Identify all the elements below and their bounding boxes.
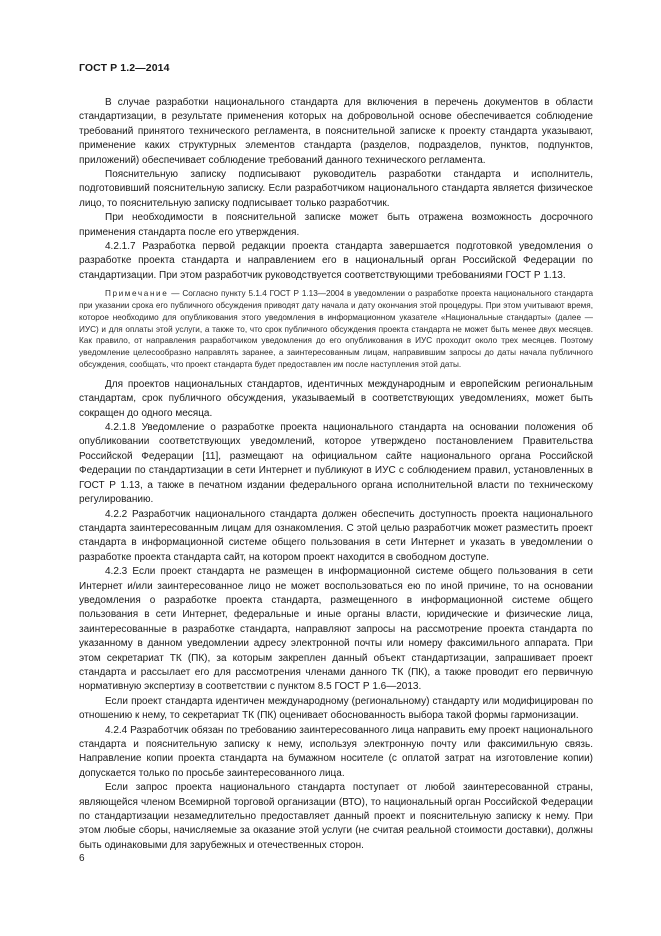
document-body (79, 96, 593, 853)
clause-4-2-3: 4.2.3 Если проект стандарта не размещен в информационной системе общего пользования в сети Интернет и/или заинтересованное лицо не может воспользоваться ею по иной причине, то на основании уведомления о разработке проекта стандарта, размещенного в информационной системе общего пользования в сети Интернет, федеральные и иные органы власти, юридические и физические лица, заинтересованные в разработке стандарта, направляют запросы на рассмотрение проекта стандарта по указанному в данном уведомлении адресу электронной почты или номеру факсимильного аппарата. При этом секретариат ТК (ПК), за которым закреплен данный объект стандартизации, запрашивает проект стандарта и рассылает его для рассмотрения членами данного ТК (ПК), а также проводит его первичную нормативную экспертизу в соответствии с пунктом 8.5 ГОСТ Р 1.6—2013. (79, 566, 593, 693)
note (79, 288, 593, 371)
clause-4-2-2: 4.2.2 Разработчик национального стандарта должен обеспечить доступность проекта национального стандарта заинтересованным лицам для ознакомления. С этой целью разработчик может разместить проект стандарта в информационной системе общего пользования в сети Интернет и указать в уведомлении о разработке проекта стандарта сайт, на котором проект находится в свободном доступе. (79, 508, 593, 563)
note-label: Примечание (105, 289, 169, 299)
document-header-code: ГОСТ Р 1.2—2014 (79, 62, 170, 74)
paragraph: Пояснительную записку подписывают руководитель разработки стандарта и исполнитель, подготовивший пояснительную записку. Если разработчиком национального стандарта является физическое лицо, то пояснительную записку подписывает только разработчик. (79, 169, 593, 209)
clause-4-2-1-8: 4.2.1.8 Уведомление о разработке проекта национального стандарта на основании положения об опубликовании соответствующих уведомлений, которое утверждено постановлением Правительства Российской Федерации [11], размещают на официальном сайте национального органа Российской Федерации по стандартизации в сети Интернет и публикуют в ИУС с соблюдением правил, установленных в ГОСТ Р 1.13, а также в печатном издании федерального органа исполнительной власти по техническому регулированию. (79, 422, 593, 506)
paragraph: Для проектов национальных стандартов, идентичных международным и европейским региональным стандартам, срок публичного обсуждения, указываемый в соответствующих уведомлениях, может быть сокращен до одного месяца. (79, 378, 593, 419)
clause-4-2-4: 4.2.4 Разработчик обязан по требованию заинтересованного лица направить ему проект национального стандарта и пояснительную записку к нему, используя электронную почту или факсимильную связь. Направление копии проекта стандарта на бумажном носителе (с оплатой затрат на изготовление копии) допускается только по просьбе заинтересованного лица. (79, 724, 593, 779)
paragraph: При необходимости в пояснительной записке может быть отражена возможность досрочного применения стандарта после его утверждения. (79, 212, 593, 238)
paragraph: В случае разработки национального стандарта для включения в перечень документов в области стандартизации, в результате применения которых на добровольной основе обеспечивается соблюдение требований принятого технического регламента, в пояснительной записке к проекту стандарта указывают, применение каких структурных элементов стандарта (разделов, подразделов, пунктов, подпунктов, приложений) обеспечивает соблюдение требований данного технического регламента. (79, 97, 593, 166)
page-number: 6 (79, 853, 85, 864)
note-text: — Согласно пункту 5.1.4 ГОСТ Р 1.13—2004 в уведомлении о разработке проекта национального стандарта при указании срока его публичного обсуждения приводят дату начала и дату окончания этой процедуры. При этом учитывают время, которое необходимо для опубликования этого уведомления в информационном указателе «Национальные стандарты» (далее — ИУС) и для оплаты этой услуги, а также то, что срок публичного обсуждения проекта стандарта не может быть менее двух месяцев. Как правило, от направления разработчиком уведомления до его опубликования в ИУС проходит около трех месяцев. Поэтому уведомление целесообразно направлять заранее, а заинтересованным лицам, направившим запросы до даты начала публичного обсуждения, сообщать, что проект стандарта будет предоставлен им после наступления этой даты. (79, 289, 593, 370)
paragraph: Если запрос проекта национального стандарта поступает от любой заинтересованной страны, являющейся членом Всемирной торговой организации (ВТО), то национальный орган Российской Федерации по стандартизации незамедлительно предоставляет данный проект и пояснительную записку к нему. При этом любые сборы, начисляемые за оказание этой услуги (не считая реальной стоимости доставки), должны быть одинаковыми для зарубежных и отечественных сторон. (79, 782, 593, 851)
paragraph: Если проект стандарта идентичен международному (региональному) стандарту или модифицирован по отношению к нему, то секретариат ТК (ПК) оценивает обоснованность выбора такой формы гармонизации. (79, 695, 593, 722)
clause-4-2-1-7: 4.2.1.7 Разработка первой редакции проекта стандарта завершается подготовкой уведомления о разработке проекта стандарта и направлением его в национальный орган Российской Федерации по стандартизации. При этом разработчик руководствуется соответствующими требованиями ГОСТ Р 1.13. (79, 241, 593, 281)
